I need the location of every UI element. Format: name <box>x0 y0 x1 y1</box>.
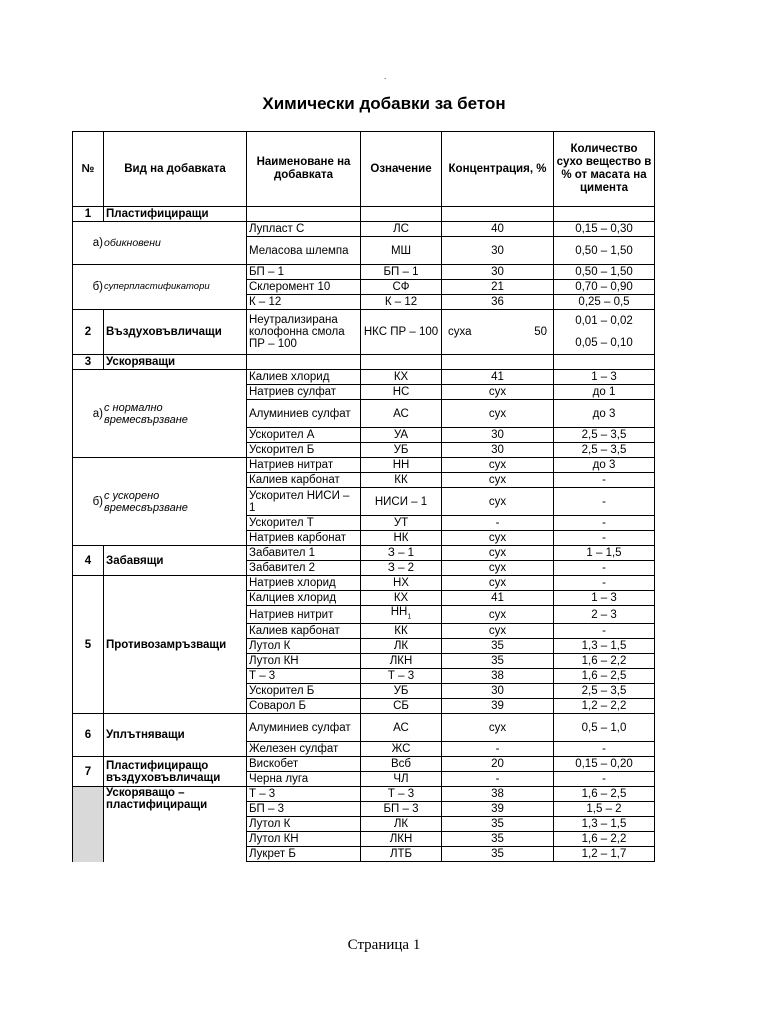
header-row <box>73 132 655 207</box>
group-number: 2 <box>73 310 104 355</box>
subgroup-label: а) обикновени <box>73 222 247 265</box>
group-title: Пластифициращо въздуховъвличащи <box>104 757 247 787</box>
table-row: Калиев карбонат КК сух - <box>73 473 655 488</box>
group-number: 5 <box>73 576 104 714</box>
group-number: 1 <box>73 207 104 222</box>
group-number: 7 <box>73 757 104 787</box>
table-row: Алуминиев сулфат АС сух до 3 <box>73 400 655 428</box>
table-row: а) обикновени Лупласт С ЛС 40 0,15 – 0,30 <box>73 222 655 237</box>
table-row: Т – 3 Т – 3 38 1,6 – 2,5 <box>73 669 655 684</box>
page-dot: . <box>384 72 387 81</box>
group-number <box>73 787 104 862</box>
group-title: Ускоряващо – пластифициращи <box>104 787 247 862</box>
header-name: Наименоване на добавката <box>247 132 361 207</box>
header-quantity: Количество сухо вещество в % от масата на цимента <box>554 132 655 207</box>
table-row: Железен сулфат ЖС - - <box>73 742 655 757</box>
table-row: Соварол Б СБ 39 1,2 – 2,2 <box>73 699 655 714</box>
concentration-cell: суха 50 <box>442 310 554 355</box>
group-number: 4 <box>73 546 104 576</box>
table-row: Ускоряващо – пластифициращи Т – 3 Т – 3 38 1,6 – 2,5 <box>73 787 655 802</box>
header-no: № <box>73 132 104 207</box>
table-row: Ускорител Т УТ - - <box>73 516 655 531</box>
table-row: Ускорител НИСИ – 1 НИСИ – 1 сух - <box>73 488 655 516</box>
subgroup-label: а) с нормално времесвързване <box>73 370 247 458</box>
subgroup-label: б) с ускорено времесвързване <box>73 458 247 546</box>
table-row: Ускорител Б УБ 30 2,5 – 3,5 <box>73 443 655 458</box>
header-concentration: Концентрация, % <box>442 132 554 207</box>
table-row: Забавител 2 З – 2 сух - <box>73 561 655 576</box>
table-row: Склеромент 10 СФ 21 0,70 – 0,90 <box>73 280 655 295</box>
table-row: Калиев карбонат КК сух - <box>73 624 655 639</box>
table-row: 7 Пластифициращо въздуховъвличащи Вискобет Всб 20 0,15 – 0,20 <box>73 757 655 772</box>
group-number: 3 <box>73 355 104 370</box>
group-row <box>73 207 655 222</box>
table-row: Меласова шлемпа МШ 30 0,50 – 1,50 <box>73 237 655 265</box>
table-row: К – 12 К – 12 36 0,25 – 0,5 <box>73 295 655 310</box>
quantity-cell: 0,01 – 0,02 0,05 – 0,10 <box>554 310 655 355</box>
table-row: 6 Уплътняващи Алуминиев сулфат АС сух 0,5 – 1,0 <box>73 714 655 742</box>
table-row: Лутол КН ЛКН 35 1,6 – 2,2 <box>73 832 655 847</box>
table-row: 4 Забавящи Забавител 1 З – 1 сух 1 – 1,5 <box>73 546 655 561</box>
table-row: Лутол К ЛК 35 1,3 – 1,5 <box>73 639 655 654</box>
group-number: 6 <box>73 714 104 757</box>
table-row: Ускорител Б УБ 30 2,5 – 3,5 <box>73 684 655 699</box>
group-row: 2 Въздуховъвличащи Неутрализирана колофонна смола ПР – 100 НКС ПР – 100 суха 50 0,01 – 0,02 0,05 – 0,10 <box>73 310 655 355</box>
header-type: Вид на добавката <box>104 132 247 207</box>
table-row: Натриев сулфат НС сух до 1 <box>73 385 655 400</box>
table-row: Лутол КН ЛКН 35 1,6 – 2,2 <box>73 654 655 669</box>
table-row: БП – 3 БП – 3 39 1,5 – 2 <box>73 802 655 817</box>
group-title: Противозамръзващи <box>104 576 247 714</box>
table-row: Черна луга ЧЛ - - <box>73 772 655 787</box>
table-row: Лукрет Б ЛТБ 35 1,2 – 1,7 <box>73 847 655 862</box>
table-row: Лутол К ЛК 35 1,3 – 1,5 <box>73 817 655 832</box>
group-title: Въздуховъвличащи <box>104 310 247 355</box>
header-code: Означение <box>361 132 442 207</box>
group-title: Пластифициращи <box>104 207 247 222</box>
group-title: Ускоряващи <box>104 355 247 370</box>
additives-table <box>72 131 655 862</box>
table-row: Натриев нитрит $НН_1$ сух 2 – 3 <box>73 606 655 624</box>
table-row: 5 Противозамръзващи Натриев хлорид НХ сух - <box>73 576 655 591</box>
subgroup-label: б) суперпластификатори <box>73 265 247 310</box>
group-title: Забавящи <box>104 546 247 576</box>
group-title: Уплътняващи <box>104 714 247 757</box>
group-row <box>73 355 655 370</box>
table-row: Калциев хлорид КХ 41 1 – 3 <box>73 591 655 606</box>
table-row: Ускорител А УА 30 2,5 – 3,5 <box>73 428 655 443</box>
table-row: б) суперпластификатори БП – 1 БП – 1 30 0,50 – 1,50 <box>73 265 655 280</box>
table-row: Натриев карбонат НК сух - <box>73 531 655 546</box>
page-title: Химически добавки за бетон <box>262 94 506 113</box>
table-row: б) с ускорено времесвързване Натриев нитрат НН сух до 3 <box>73 458 655 473</box>
table-row: а) с нормално времесвързване Калиев хлорид КХ 41 1 – 3 <box>73 370 655 385</box>
page-footer: Страница 1 <box>347 937 421 953</box>
